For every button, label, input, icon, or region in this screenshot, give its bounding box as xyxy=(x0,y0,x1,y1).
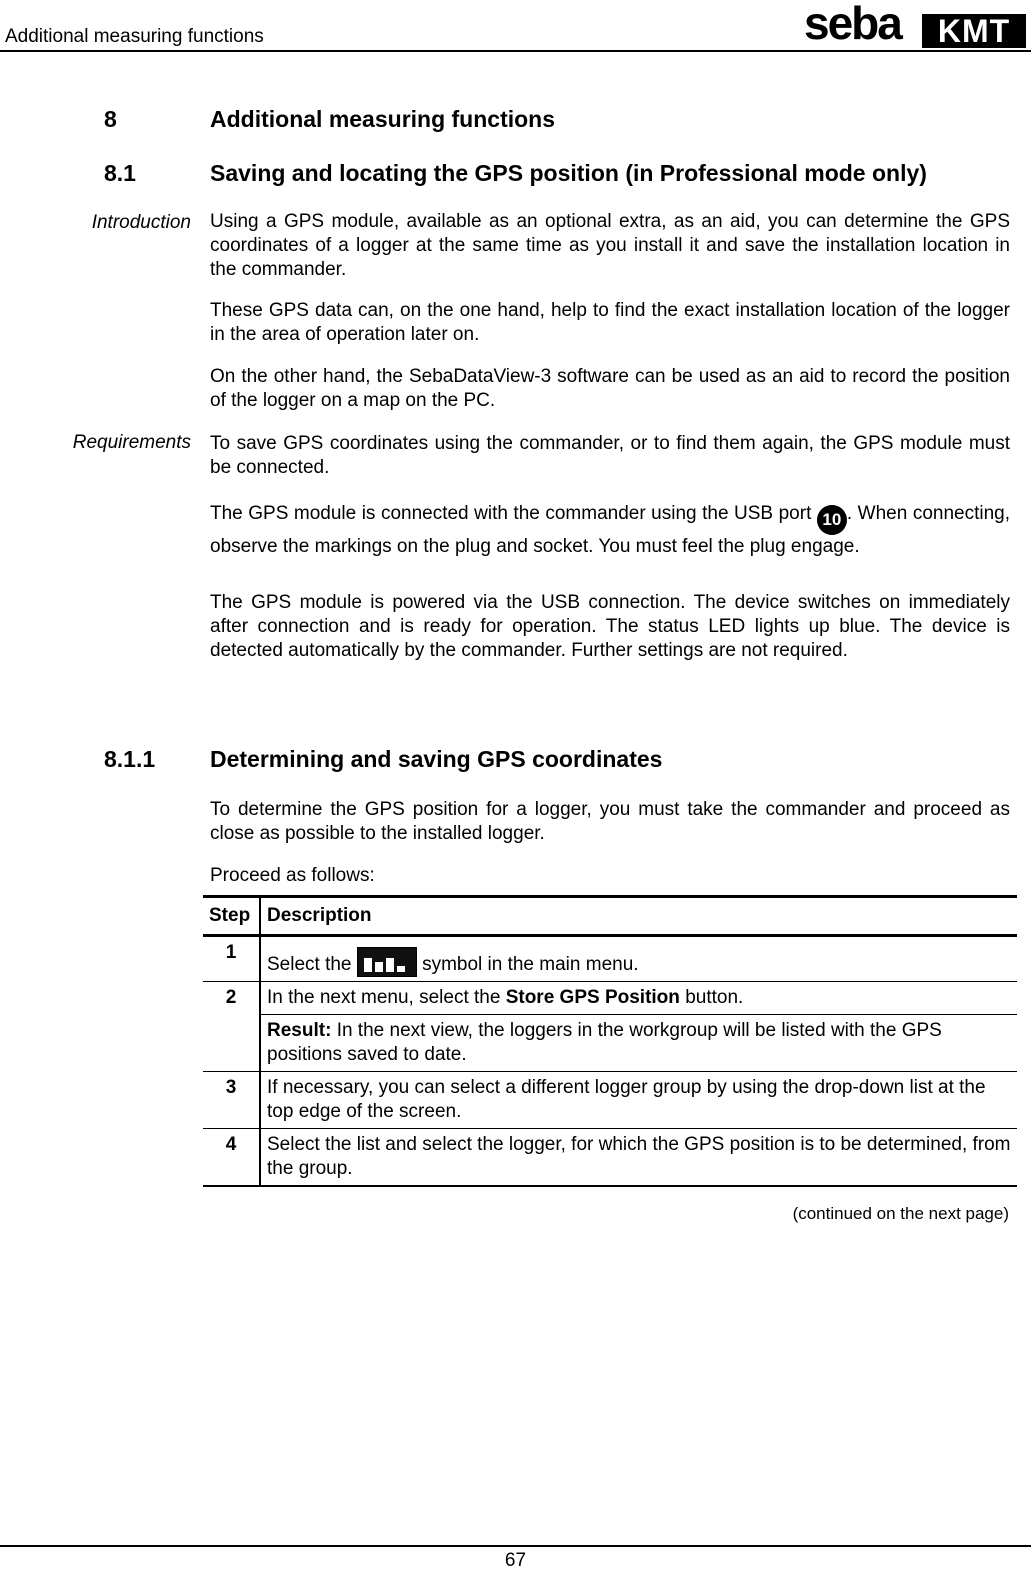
section-title: Additional measuring functions xyxy=(210,106,556,132)
table-row xyxy=(203,982,1017,1015)
requirements-paragraph-1: To save GPS coordinates using the commander, or to find them again, the GPS module must be connected. xyxy=(210,433,1010,478)
step-result xyxy=(260,1015,1017,1072)
section-title: Determining and saving GPS coordinates xyxy=(210,746,663,772)
result-label: Result: xyxy=(267,1020,332,1041)
intro-paragraph-2: These GPS data can, on the one hand, help to find the exact installation location of the logger in the area of operation later on. xyxy=(210,300,1010,345)
table-row xyxy=(203,1129,1017,1187)
step-number: 1 xyxy=(203,936,260,982)
steps-table xyxy=(203,895,1017,1187)
step-text: symbol in the main menu. xyxy=(422,954,639,975)
result-text: In the next view, the loggers in the workgroup will be listed with the GPS positions saved to date. xyxy=(267,1020,942,1065)
intro-paragraph-3: On the other hand, the SebaDataView-3 software can be used as an aid to record the position of the logger on a map on the PC. xyxy=(210,366,1010,411)
table-header-row xyxy=(203,897,1017,936)
determine-intro-paragraph: To determine the GPS position for a logger, you must take the commander and proceed as close as possible to the installed logger. xyxy=(210,799,1010,844)
sebakmt-logo xyxy=(804,0,1026,49)
step-text: In the next menu, select the xyxy=(267,987,501,1008)
column-header-description: Description xyxy=(267,905,372,926)
table-row xyxy=(203,936,1017,982)
step-text: button. xyxy=(685,987,744,1008)
store-gps-position-label: Store GPS Position xyxy=(505,987,680,1008)
table-row xyxy=(203,1015,1017,1072)
usb-text-after: . When connecting, observe the markings on the plug and socket. You must feel the plug engage. xyxy=(210,503,1011,557)
gps-menu-symbol-icon xyxy=(357,947,417,977)
requirements-paragraph-3: The GPS module is powered via the USB connection. The device switches on immediately after connection and is ready for operation. The status LED lights up blue. The device is detected automatically by the commander. Further settings are not required. xyxy=(210,592,1010,661)
logo-kmt-block: KMT xyxy=(922,14,1026,48)
header-divider xyxy=(0,50,1031,52)
intro-paragraph-1: Using a GPS module, available as an optional extra, as an aid, you can determine the GPS coordinates of a logger at the same time as you install it and save the installation location in the commander. xyxy=(210,211,1010,280)
section-number: 8.1.1 xyxy=(104,746,156,772)
section-title: Saving and locating the GPS position (in Professional mode only) xyxy=(210,160,927,186)
usb-text-before: The GPS module is connected with the commander using the USB port xyxy=(210,503,812,524)
section-number: 8 xyxy=(104,106,117,132)
running-header-title: Additional measuring functions xyxy=(5,26,264,47)
step-description xyxy=(260,982,1017,1015)
step-description xyxy=(260,936,1017,982)
proceed-as-follows: Proceed as follows: xyxy=(210,865,375,886)
step-text: Select the xyxy=(267,954,352,975)
step-number: 2 xyxy=(203,982,260,1072)
requirements-paragraph-2 xyxy=(210,502,1010,559)
section-number: 8.1 xyxy=(104,160,136,186)
continued-note: (continued on the next page) xyxy=(792,1204,1009,1223)
requirements-label: Requirements xyxy=(72,432,191,453)
step-description: Select the list and select the logger, for which the GPS position is to be determined, from the group. xyxy=(267,1134,1011,1179)
step-number: 4 xyxy=(203,1129,260,1187)
step-number: 3 xyxy=(203,1072,260,1129)
footer-divider xyxy=(0,1545,1031,1547)
table-row xyxy=(203,1072,1017,1129)
page-number: 67 xyxy=(504,1550,527,1571)
logo-wordmark: seba xyxy=(804,0,901,49)
usb-port-10-icon: 10 xyxy=(817,505,847,535)
introduction-label: Introduction xyxy=(91,212,191,233)
column-header-step: Step xyxy=(203,897,260,936)
step-description: If necessary, you can select a different logger group by using the drop-down list at the top edge of the screen. xyxy=(267,1077,986,1122)
